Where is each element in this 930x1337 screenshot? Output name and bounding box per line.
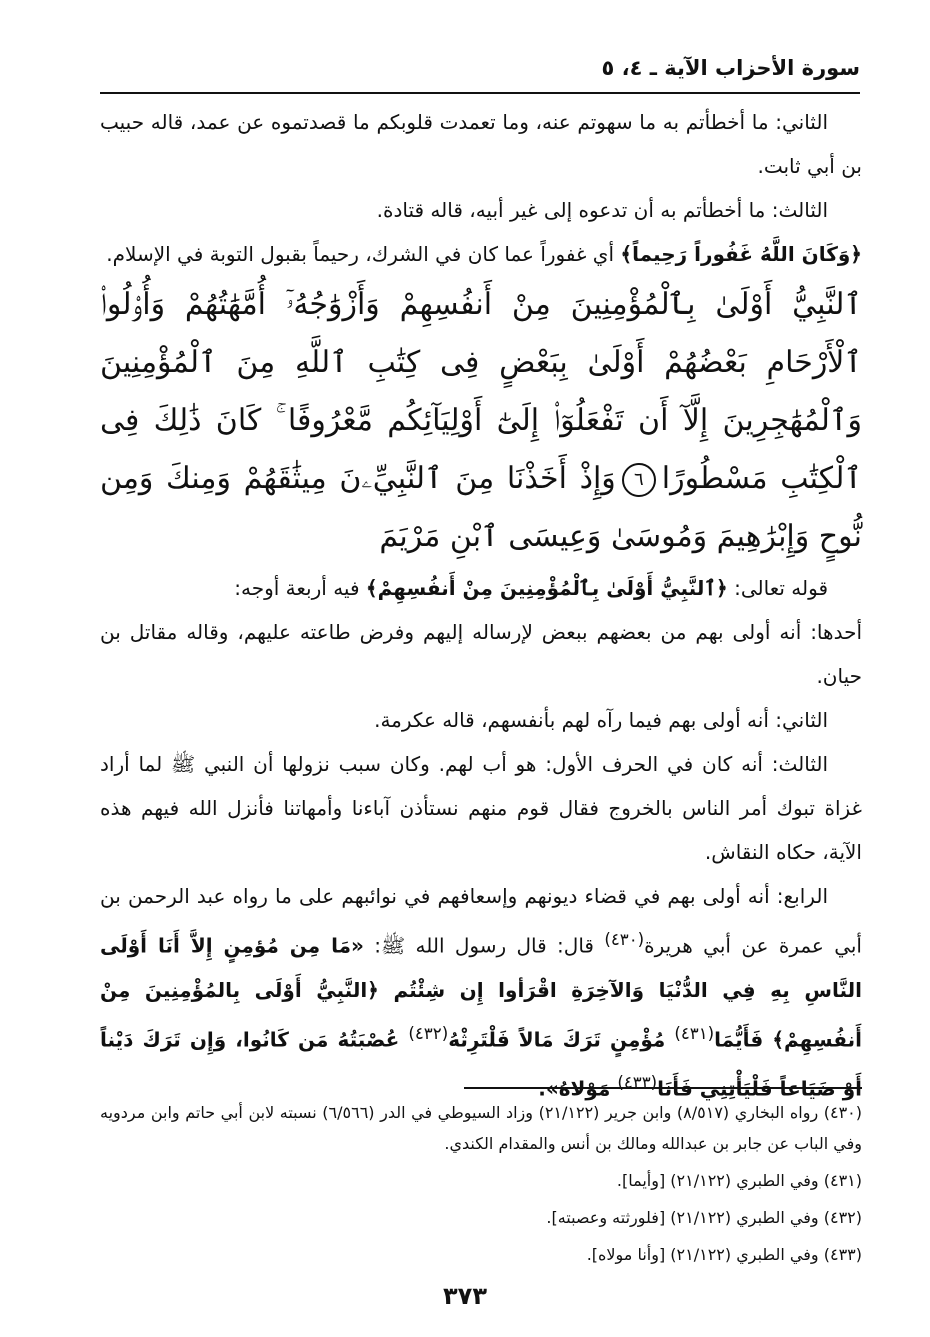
hadith-text-c: عُصْبَتُهُ مَن كَانُوا، وَإِن تَرَكَ دَيْناً أَوْ ضَيَاعاً فَلْيَأْتِنِي فَأَنَا — [100, 1027, 862, 1101]
footnote-ref-430[interactable]: (٤٣٠) — [604, 930, 645, 949]
running-header — [100, 52, 860, 94]
paragraph-second-meaning: الثاني: ما أخطأتم به ما سهوتم عنه، وما تعمدت قلوبكم ما قصدتموه عن عمد، قاله حبيب بن أبي ثابت. — [100, 110, 862, 178]
footnote-432: (٤٣٢) وفي الطبري (٢١/١٢٢) [فلورثته وعصبته]. — [546, 1208, 862, 1227]
verse-quote: ﴿وَكَانَ اللَّهُ غَفُوراً رَحِيماً﴾ — [620, 242, 862, 266]
footnote-431: (٤٣١) وفي الطبري (٢١/١٢٢) [وأيما]. — [616, 1171, 862, 1190]
footnote-ref-432[interactable]: (٤٣٢) — [408, 1023, 449, 1043]
footnote-433: (٤٣٣) وفي الطبري (٢١/١٢٢) [وأنا مولاه]. — [586, 1245, 862, 1264]
footnote-ref-433[interactable]: (٤٣٣) — [617, 1073, 658, 1093]
footnote-ref-431[interactable]: (٤٣١) — [674, 1023, 715, 1043]
main-text — [100, 100, 862, 1111]
verse-quote: ﴿ٱلنَّبِيُّ أَوْلَىٰ بِٱلْمُؤْمِنِينَ مِنْ أَنفُسِهِمْ﴾ — [365, 576, 728, 600]
footnotes — [100, 1097, 862, 1270]
ayah-number-marker: ٦ — [622, 463, 656, 497]
hadith-text-d: مَوْلاهُ». — [538, 1076, 618, 1101]
paragraph-four-aspects — [100, 566, 862, 610]
paragraph-third-meaning: الثالث: ما أخطأتم به أن تدعوه إلى غير أبيه، قاله قتادة. — [376, 198, 828, 222]
paragraph-second-aspect: الثاني: أنه أولى بهم فيما رآه لهم بأنفسهم، قاله عكرمة. — [374, 708, 828, 732]
paragraph-verse-commentary — [100, 232, 862, 276]
narration-text: الرابع: أنه أولى بهم في قضاء ديونهم وإسعافهم في نوائبهم على ما رواه عبد الرحمن بن أبي عمرة عن أبي هريرة — [100, 884, 862, 958]
narration-said: قال: قال رسول الله ﷺ: — [363, 933, 605, 958]
tail-text: فيه أربعة أوجه: — [234, 576, 366, 600]
page-number: ٣٧٣ — [443, 1282, 487, 1310]
quran-verse-text: ٱلنَّبِيُّ أَوْلَىٰ بِٱلْمُؤْمِنِينَ مِنْ أَنفُسِهِمْ وَأَزْوَٰجُهُۥٓ أُمَّهَٰتُهُمْ وَأُو۟لُوا۟ ٱلْأَرْحَامِ بَعْضُهُمْ أَوْلَىٰ بِبَعْضٍ فِى كِتَٰبِ ٱللَّهِ مِنَ ٱلْمُؤْمِنِينَ وَٱلْمُهَٰجِرِينَ إِلَّآ أَن تَفْعَلُوٓا۟ إِلَىٰٓ أَوْلِيَآئِكُم مَّعْرُوفًا ۚ كَانَ ذَٰلِكَ فِى ٱلْكِتَٰبِ مَسْطُورًا — [100, 287, 862, 496]
paragraph-fourth-aspect — [100, 874, 862, 1111]
quran-verse-next: وَإِذْ أَخَذْنَا مِنَ ٱلنَّبِيِّۦنَ مِيثَٰقَهُمْ وَمِنكَ وَمِن نُّوحٍ وَإِبْرَٰهِيمَ وَمُوسَىٰ وَعِيسَى ٱبْنِ مَرْيَمَ — [100, 461, 862, 554]
footnote-430: (٤٣٠) رواه البخاري (٨/٥١٧) وابن جرير (٢١/١٢٢) وزاد السيوطي في الدر (٦/٥٦٦) نسبته لابن أبي حاتم وابن مردويه وفي الباب عن جابر بن عبدالله ومالك بن أنس والمقدام الكندي. — [100, 1103, 863, 1153]
paragraph-first-aspect: أحدها: أنه أولى بهم من بعضهم ببعض لإرساله إليهم وفرض طاعته عليهم، وقاله مقاتل بن حيان. — [100, 620, 862, 688]
commentary-text: أي غفوراً عما كان في الشرك، رحيماً بقبول التوبة في الإسلام. — [106, 242, 621, 266]
surah-header-title: سورة الأحزاب الآية ـ ٤، ٥ — [601, 56, 860, 80]
footnote-divider — [464, 1087, 862, 1089]
quran-verse-block — [100, 276, 862, 566]
lead-text: قوله تعالى: — [727, 576, 828, 600]
paragraph-third-aspect: الثالث: أنه كان في الحرف الأول: هو أب لهم. وكان سبب نزولها أن النبي ﷺ لما أراد غزاة تبوك أمر الناس بالخروج فقال قوم منهم نستأذن آباءنا وأمهاتنا فأنزل الله فيهم هذه الآية، حكاه النقاش. — [100, 752, 862, 864]
hadith-text-a: «مَا مِن مُؤمِنٍ إِلاَّ أَنَا أَوْلَى النَّاسِ بِهِ فِي الدُّنْيَا وَالآخِرَةِ اقْرَأوا إِن شِئْتُم ﴿النَّبِيُّ أَوْلَى بِالمُؤْمِنِينَ مِنْ أَنفُسِهِمْ﴾ فَأَيُّمَا — [100, 933, 862, 1052]
hadith-text-b: مُؤْمِنٍ تَرَكَ مَالاً فَلْتَرِثْهُ — [448, 1027, 675, 1052]
